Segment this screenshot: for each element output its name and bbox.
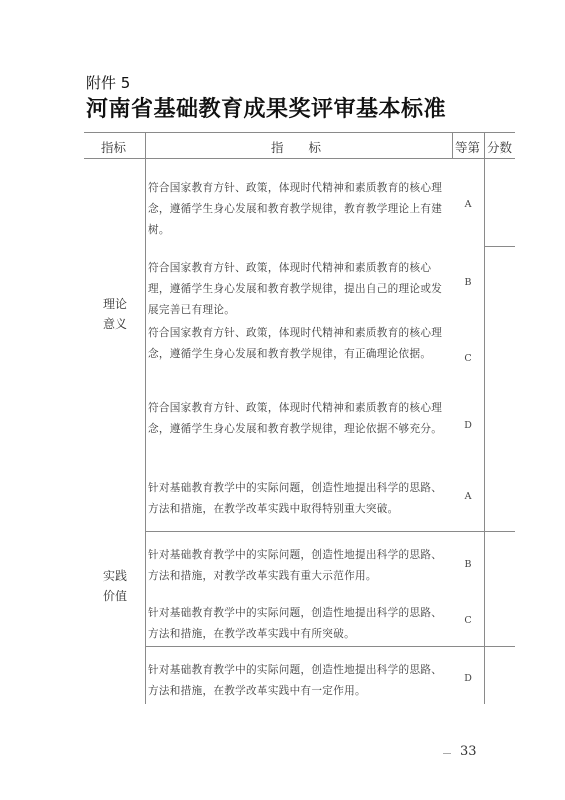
row-text: 符合国家教育方针、政策，体现时代精神和素质教育的核心理，遵循学生身心发展和教育教学规律，提出自己的理论或发展完善已有理论。 — [148, 262, 443, 316]
category-practice: 实践 价值 — [102, 569, 127, 603]
attachment-label: 附件 5 — [86, 74, 131, 92]
row-text: 符合国家教育方针、政策，体现时代精神和素质教育的核心理念，遵循学生身心发展和教育教学规律，有正确理论依据。 — [148, 327, 443, 360]
row-divider-1 — [484, 246, 515, 247]
row-text: 针对基础教育教学中的实际问题，创造性地提出科学的思路、方法和措施，在教学改革实践中取得特别重大突破。 — [148, 482, 443, 515]
row-grade: B — [464, 559, 472, 570]
category-theory: 理论 意义 — [102, 297, 127, 331]
row-grade: B — [464, 277, 472, 288]
page-number: 33 — [460, 744, 477, 759]
header-score: 分数 — [487, 140, 513, 155]
header-indicator: 指标 — [101, 140, 127, 155]
col-divider-1 — [145, 132, 146, 704]
header-grade: 等第 — [455, 140, 481, 155]
col-divider-2 — [452, 132, 453, 158]
table-top-border — [84, 132, 515, 133]
row-text: 符合国家教育方针、政策，体现时代精神和素质教育的核心理 念，遵循学生身心发展和教育教学规律，教育教学理论上有建树。 — [148, 182, 443, 236]
page-number-dash — [443, 753, 451, 754]
row-grade: C — [464, 353, 472, 364]
row-grade: A — [464, 199, 472, 210]
row-text: 针对基础教育教学中的实际问题，创造性地提出科学的思路、方法和措施，在教学改革实践中有所突破。 — [148, 607, 443, 640]
row-grade: D — [464, 673, 472, 684]
row-text: 针对基础教育教学中的实际问题，创造性地提出科学的思路、方法和措施，在教学改革实践中有一定作用。 — [148, 664, 443, 697]
page-title: 河南省基础教育成果奖评审基本标准 — [86, 97, 447, 122]
row-text: 针对基础教育教学中的实际问题，创造性地提出科学的思路、方法和措施，对教学改革实践有重大示范作用。 — [148, 549, 443, 582]
header-indicator-detail: 指 标 — [271, 140, 322, 155]
row-grade: D — [464, 420, 472, 431]
row-grade: A — [464, 491, 472, 502]
row-divider-2 — [145, 646, 515, 647]
section-divider — [145, 531, 515, 532]
row-grade: C — [464, 615, 472, 626]
row-text: 符合国家教育方针、政策，体现时代精神和素质教育的核心理念，遵循学生身心发展和教育教学规律，理论依据不够充分。 — [148, 402, 443, 435]
col-divider-3 — [484, 132, 485, 704]
table-header-divider — [84, 158, 515, 159]
